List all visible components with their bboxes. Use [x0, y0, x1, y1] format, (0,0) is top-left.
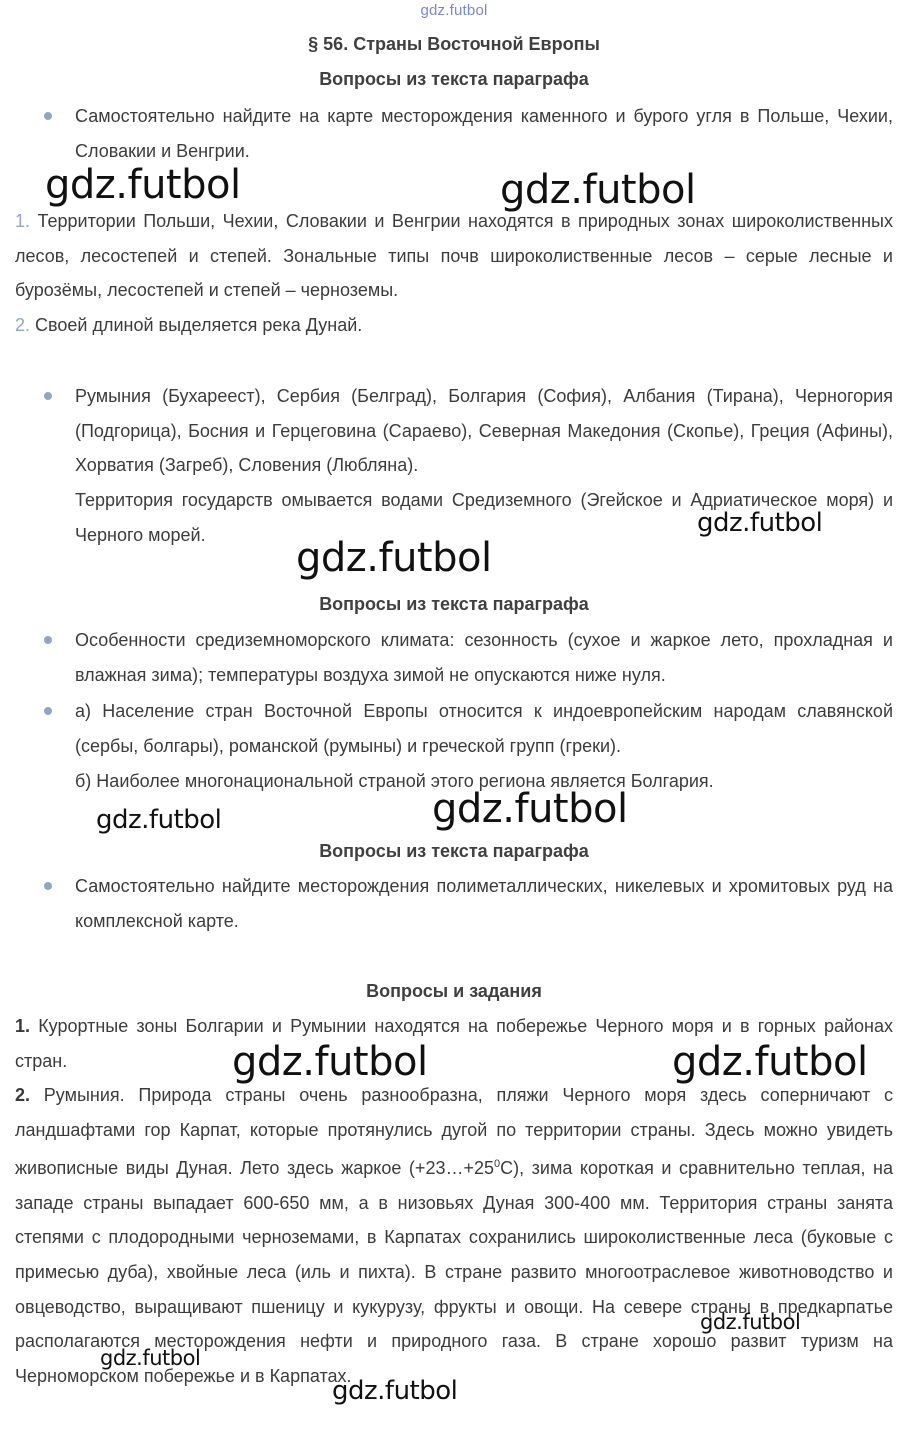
- s3-bullet-2a: а) Население стран Восточной Европы относится к индоевропейским народам славянской (сербы, болгары), романской (румыны) и греческой групп (греки).: [75, 701, 893, 756]
- section-heading-1: Вопросы из текста параграфа: [319, 69, 589, 89]
- item-number: 2.: [15, 315, 31, 335]
- s2-bullet-p2: Территория государств омывается водами Средиземного (Эгейское и Адриатическое моря) и Черного морей.: [75, 490, 893, 545]
- degree-sup: 0: [494, 1158, 501, 1171]
- item-number: 2.: [15, 1085, 31, 1105]
- item-number: 1.: [15, 1016, 31, 1036]
- bullet-icon: [44, 707, 52, 715]
- s1-item-2: [15, 308, 893, 343]
- item-text: Курортные зоны Болгарии и Румынии находятся на побережье Черного моря и в горных районах стран.: [15, 1016, 893, 1071]
- watermark: gdz.futbol: [100, 1346, 201, 1370]
- section-heading-5: Вопросы и задания: [366, 981, 542, 1001]
- s2-bullet-p1: Румыния (Бухареест), Сербия (Белград), Болгария (София), Албания (Тирана), Черногория (Подгорица), Босния и Герцеговина (Сараево), Северная Македония (Скопье), Греция (Афины), Хорватия (Загреб), Словения (Любляна).: [75, 386, 893, 476]
- bullet-icon: [44, 636, 52, 644]
- watermark: gdz.futbol: [700, 1310, 801, 1334]
- s3-bullet-1: Особенности средиземноморского климата: сезонность (сухое и жаркое лето, прохладная и влажная зима); температуры воздуха зимой не опускаются ниже нуля.: [75, 630, 893, 685]
- watermark: gdz.futbol: [672, 1039, 868, 1085]
- item-text-cont: С), зима короткая и сравнительно теплая, на западе страны выпадает 600-650 мм, а в низовьях Дуная 300-400 мм. Территория страны занята степями с плодородными черноземами, в Карпатах сохранились широколиственные леса (буковые с примесью дуба), хвойные леса (иль и пихта). В стране развито многоотраслевое животноводство и овцеводство, выращивают пшеницу и кукурузу, фрукты и овощи. На севере страны в предкарпатье располагаются месторождения нефти и природного газа. В стране хорошо развит туризм на Черноморском побережье и в Карпатах.: [15, 1158, 893, 1386]
- watermark: gdz.futbol: [96, 805, 222, 835]
- item-number: 1.: [15, 211, 31, 231]
- bullet-icon: [44, 392, 52, 400]
- bullet-icon: [44, 882, 52, 890]
- watermark: gdz.futbol: [45, 162, 241, 208]
- watermark: gdz.futbol: [332, 1376, 458, 1406]
- s1-bullet-text: Самостоятельно найдите на карте месторождения каменного и бурого угля в Польше, Чехии, Словакии и Венгрии.: [75, 106, 893, 161]
- bullet-icon: [44, 112, 52, 120]
- item-text: Своей длиной выделяется река Дунай.: [35, 315, 363, 335]
- watermark: gdz.futbol: [432, 786, 628, 832]
- section-heading-3: Вопросы из текста параграфа: [319, 594, 589, 614]
- watermark: gdz.futbol: [697, 508, 823, 538]
- watermark: gdz.futbol: [500, 167, 696, 213]
- s4-bullet: Самостоятельно найдите месторождения полиметаллических, никелевых и хромитовых руд на комплексной карте.: [75, 876, 893, 931]
- s3-bullet-2b: б) Наиболее многонациональной страной этого региона является Болгария.: [75, 771, 714, 791]
- watermark: gdz.futbol: [296, 535, 492, 581]
- watermark-top: gdz.futbol: [420, 2, 488, 19]
- page-title: § 56. Страны Восточной Европы: [308, 34, 600, 54]
- s1-item-1: [15, 204, 893, 308]
- item-text: Румыния. Природа страны очень разнообразна, пляжи Черного моря здесь соперничают с ландшафтами гор Карпат, которые протянулись дугой по территории страны. Здесь можно увидеть живописные виды Дуная. Лето здесь жаркое (+23…+25: [15, 1085, 893, 1179]
- item-text: Территории Польши, Чехии, Словакии и Венгрии находятся в природных зонах широколиственных лесов, лесостепей и степей. Зональные типы почв широколиственные лесов – серые лесные и бурозёмы, лесостепей и степей – черноземы.: [15, 211, 893, 301]
- section-heading-4: Вопросы из текста параграфа: [319, 841, 589, 861]
- watermark: gdz.futbol: [232, 1039, 428, 1085]
